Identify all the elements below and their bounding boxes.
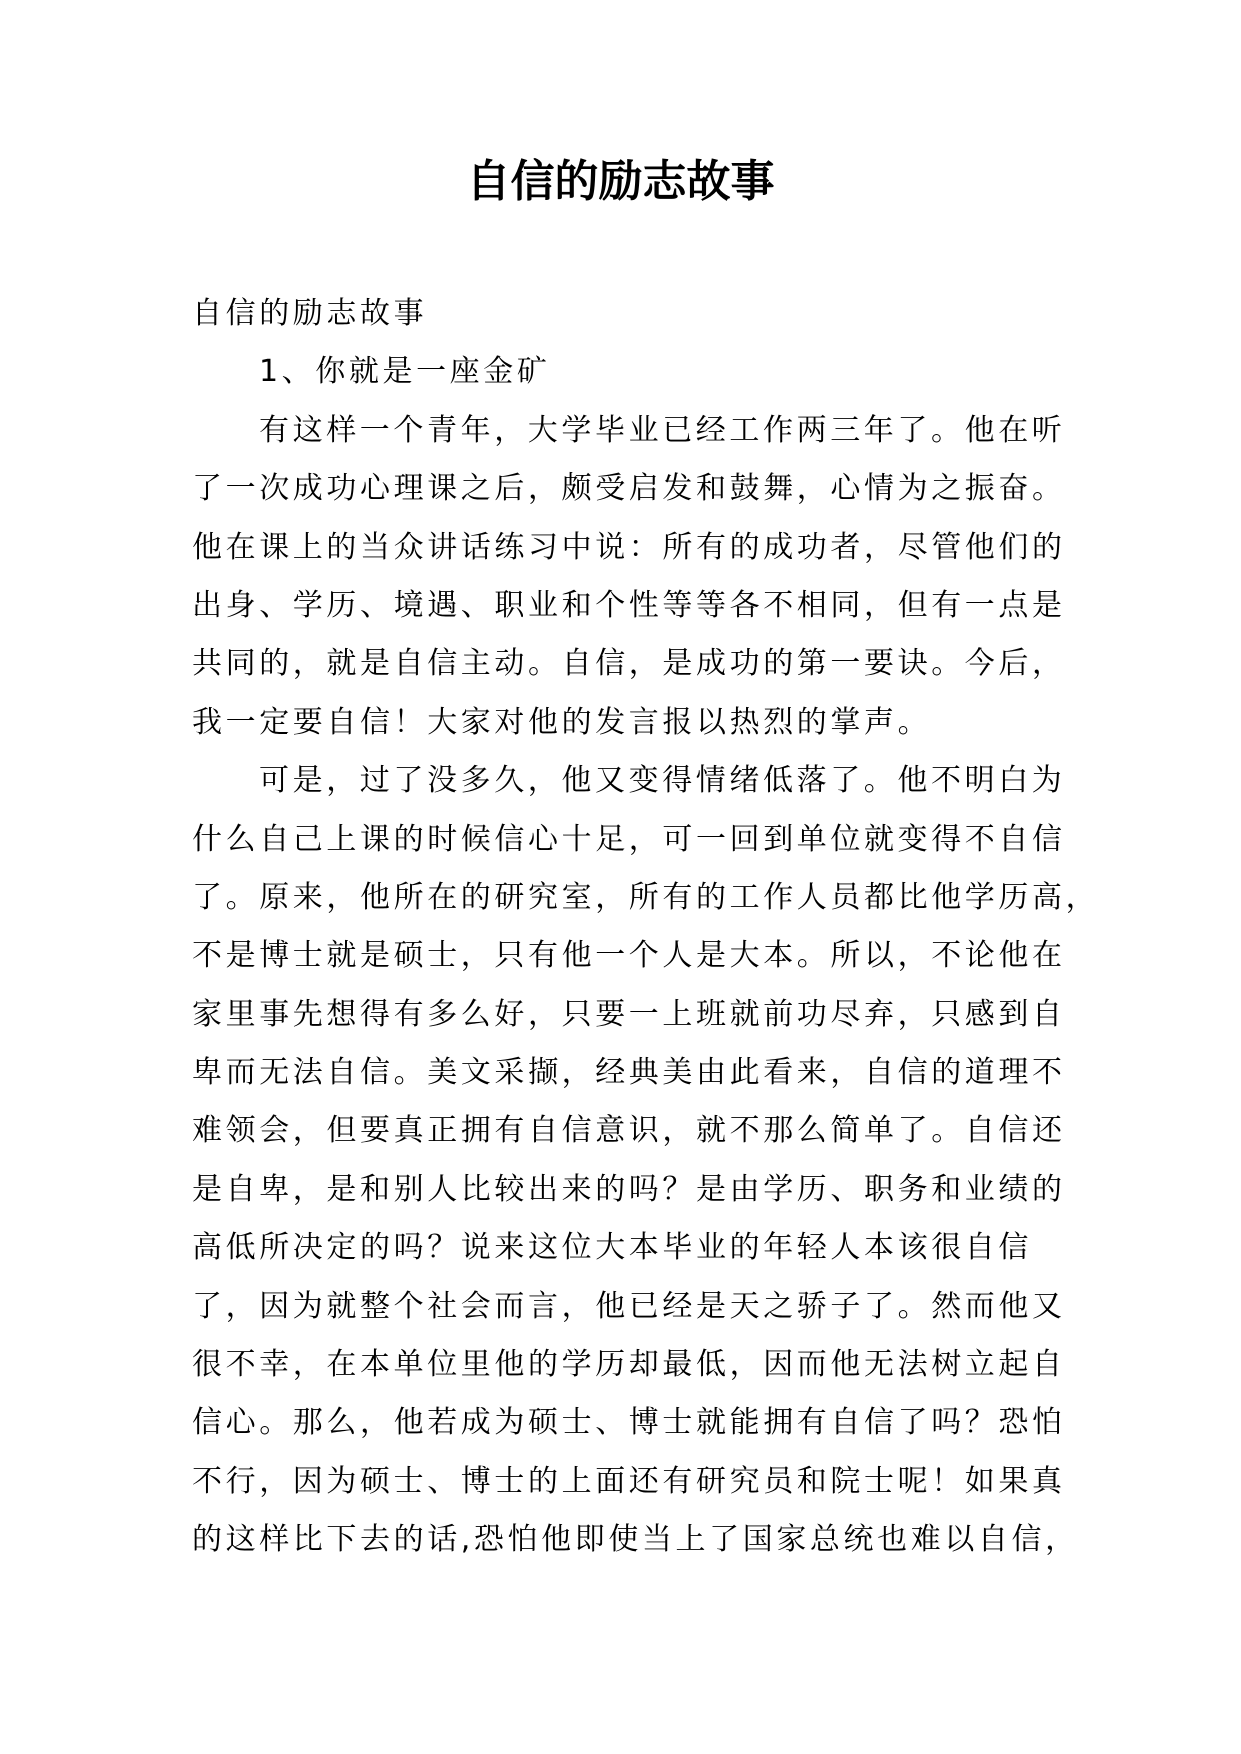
paragraph-line: 家里事先想得有多么好，只要一上班就前功尽弃，只感到自 xyxy=(192,996,1066,1032)
body-heading: 自信的励志故事 xyxy=(192,296,428,331)
paragraph-line: 不是博士就是硕士，只有他一个人是大本。所以，不论他在 xyxy=(192,938,1066,974)
document-title: 自信的励志故事 xyxy=(466,156,775,207)
paragraph-line: 是自卑，是和别人比较出来的吗？是由学历、职务和业绩的 xyxy=(192,1171,1066,1207)
paragraph-line: 什么自己上课的时候信心十足，可一回到单位就变得不自信 xyxy=(192,821,1066,857)
paragraph-line: 不行，因为硕士、博士的上面还有研究员和院士呢！如果真 xyxy=(192,1463,1066,1499)
document-body xyxy=(192,285,1100,1570)
paragraph-line: 卑而无法自信。美文采撷，经典美由此看来，自信的道理不 xyxy=(192,1055,1066,1091)
paragraph-line: 了一次成功心理课之后，颇受启发和鼓舞，心情为之振奋。 xyxy=(192,471,1066,507)
paragraph-line: 的这样比下去的话,恐怕他即使当上了国家总统也难以自信， xyxy=(192,1522,1079,1558)
paragraph-line: 了，因为就整个社会而言，他已经是天之骄子了。然而他又 xyxy=(192,1288,1066,1324)
paragraph-line: 难领会，但要真正拥有自信意识，就不那么简单了。自信还 xyxy=(192,1113,1066,1149)
paragraph-line: 信心。那么，他若成为硕士、博士就能拥有自信了吗？恐怕 xyxy=(192,1405,1066,1441)
paragraph-line: 我一定要自信！大家对他的发言报以热烈的掌声。 xyxy=(192,704,932,740)
paragraph-line: 了。原来，他所在的研究室，所有的工作人员都比他学历高， xyxy=(192,879,1100,915)
paragraph-line: 共同的，就是自信主动。自信，是成功的第一要诀。今后， xyxy=(192,646,1066,682)
paragraph-line: 可是，过了没多久，他又变得情绪低落了。他不明白为 xyxy=(259,763,1066,799)
paragraph-line: 出身、学历、境遇、职业和个性等等各不相同，但有一点是 xyxy=(192,587,1066,623)
paragraph-line: 他在课上的当众讲话练习中说：所有的成功者，尽管他们的 xyxy=(192,529,1066,565)
section-heading: 1、你就是一座金矿 xyxy=(259,354,551,390)
paragraph-line: 很不幸，在本单位里他的学历却最低，因而他无法树立起自 xyxy=(192,1347,1066,1383)
paragraph-line: 有这样一个青年，大学毕业已经工作两三年了。他在听 xyxy=(259,412,1066,448)
paragraph-line: 高低所决定的吗？说来这位大本毕业的年轻人本该很自信 xyxy=(192,1230,1032,1266)
